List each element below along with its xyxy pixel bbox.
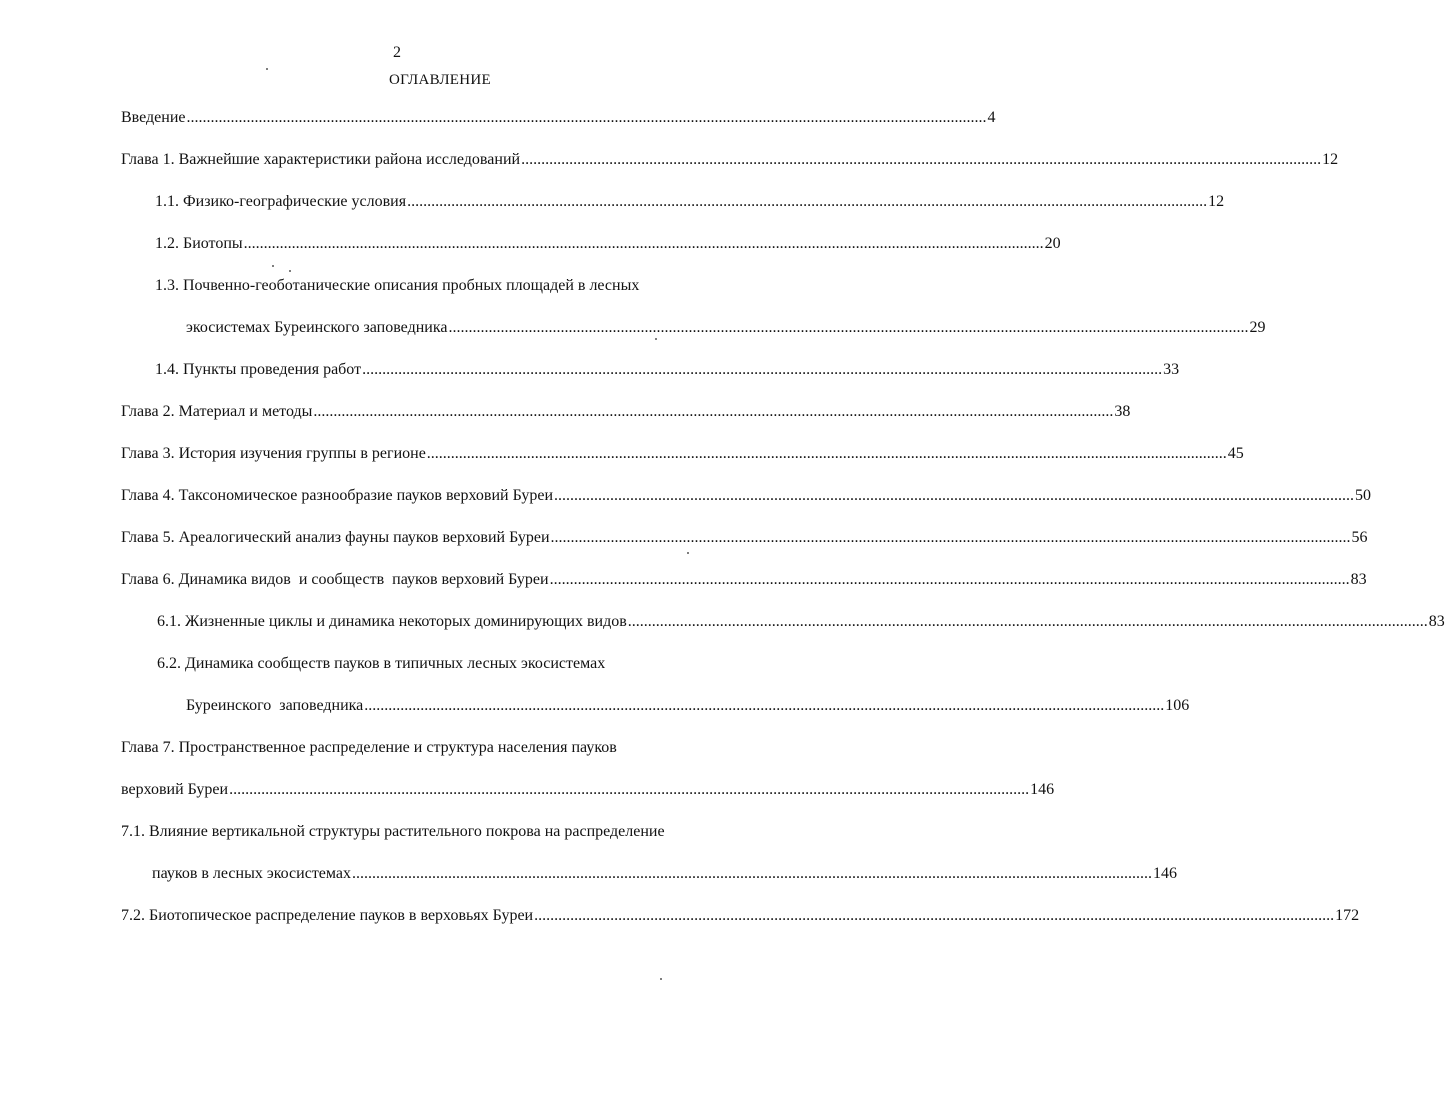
toc-entry-title: Глава 5. Ареалогический анализ фауны пауков верховий Буреи — [121, 529, 550, 546]
toc-entry-title: Буреинского заповедника — [186, 697, 364, 714]
dot-leader: ........................................................................................................................................................................................................ — [534, 907, 1335, 924]
toc-entry-chapter-1[interactable] — [121, 150, 1339, 170]
toc-entry-page: 106 — [1165, 697, 1190, 714]
toc-entry-title: Глава 6. Динамика видов и сообществ пауков верховий Буреи — [121, 571, 549, 588]
dot-leader: ........................................................................................................................................................................................................ — [313, 403, 1114, 420]
dot-leader: ........................................................................................................................................................................................................ — [407, 193, 1208, 210]
toc-entry-title: 1.1. Физико-географические условия — [155, 193, 407, 210]
toc-entry-title: пауков в лесных экосистемах — [152, 865, 352, 882]
dot-leader: ........................................................................................................................................................................................................ — [554, 487, 1355, 504]
dot-leader: ........................................................................................................................................................................................................ — [362, 361, 1163, 378]
dot-leader: ........................................................................................................................................................................................................ — [549, 571, 1350, 588]
scan-speck — [660, 978, 662, 980]
toc-entry-title: 7.2. Биотопическое распределение пауков в верховьях Буреи — [121, 907, 534, 924]
toc-entry-chapter-5[interactable] — [121, 528, 1368, 548]
toc-entry-page: 146 — [1030, 781, 1055, 798]
toc-entry-title: Введение — [121, 109, 186, 126]
toc-entry-title: Глава 4. Таксономическое разнообразие пауков верховий Буреи — [121, 487, 554, 504]
toc-entry-page: 20 — [1044, 235, 1061, 252]
toc-entry-section-7-1-line1[interactable]: 7.1. Влияние вертикальной структуры растительного покрова на распределение — [121, 823, 665, 840]
toc-entry-chapter-7-line1[interactable]: Глава 7. Пространственное распределение и структура населения пауков — [121, 739, 617, 756]
toc-entry-page: 146 — [1153, 865, 1178, 882]
scan-speck — [289, 270, 291, 272]
toc-entry-page: 29 — [1249, 319, 1266, 336]
page-number: 2 — [393, 44, 401, 61]
toc-entry-chapter-6[interactable] — [121, 570, 1367, 590]
toc-entry-page: 83 — [1350, 571, 1367, 588]
toc-entry-section-1-3-line1[interactable]: 1.3. Почвенно-геоботанические описания пробных площадей в лесных — [155, 277, 640, 294]
dot-leader: ........................................................................................................................................................................................................ — [426, 445, 1227, 462]
page-title: ОГЛАВЛЕНИЕ — [389, 72, 491, 88]
dot-leader: ........................................................................................................................................................................................................ — [352, 865, 1153, 882]
toc-entry-section-6-2-line1[interactable]: 6.2. Динамика сообществ пауков в типичных лесных экосистемах — [157, 655, 606, 672]
toc-entry-section-1-4[interactable] — [155, 360, 1180, 380]
toc-entry-chapter-3[interactable] — [121, 444, 1244, 464]
toc-entry-title: 1.4. Пункты проведения работ — [155, 361, 362, 378]
toc-entry-chapter-4[interactable] — [121, 486, 1372, 506]
toc-entry-section-1-3[interactable] — [186, 318, 1266, 338]
toc-entry-chapter-2[interactable] — [121, 402, 1131, 422]
dot-leader: ........................................................................................................................................................................................................ — [550, 529, 1351, 546]
toc-entry-title: экосистемах Буреинского заповедника — [186, 319, 448, 336]
toc-entry-page: 12 — [1208, 193, 1225, 210]
dot-leader: ........................................................................................................................................................................................................ — [627, 613, 1428, 630]
toc-entry-section-7-2[interactable] — [121, 906, 1360, 926]
toc-entry-page: 56 — [1351, 529, 1368, 546]
toc-entry-page: 33 — [1163, 361, 1180, 378]
toc-entry-page: 172 — [1335, 907, 1360, 924]
toc-entry-section-7-1[interactable] — [152, 864, 1178, 884]
scan-speck — [272, 265, 274, 267]
toc-entry-page: 50 — [1355, 487, 1372, 504]
toc-entry-intro[interactable] — [121, 108, 996, 128]
toc-entry-page: 38 — [1114, 403, 1131, 420]
dot-leader: ........................................................................................................................................................................................................ — [229, 781, 1030, 798]
toc-entry-title: 6.1. Жизненные циклы и динамика некоторых доминирующих видов — [157, 613, 627, 630]
toc-entry-title: Глава 2. Материал и методы — [121, 403, 313, 420]
scan-speck — [266, 68, 268, 70]
toc-entry-section-6-2[interactable] — [186, 696, 1190, 716]
scan-speck — [655, 338, 657, 340]
toc-entry-title: Глава 3. История изучения группы в регионе — [121, 445, 426, 462]
toc-entry-chapter-7[interactable] — [121, 780, 1055, 800]
toc-entry-page: 12 — [1322, 151, 1339, 168]
toc-entry-page: 45 — [1227, 445, 1244, 462]
toc-entry-page: 4 — [987, 109, 996, 126]
dot-leader: ........................................................................................................................................................................................................ — [521, 151, 1322, 168]
toc-entry-section-6-1[interactable] — [157, 612, 1445, 632]
toc-entry-section-1-2[interactable] — [155, 234, 1061, 254]
dot-leader: ........................................................................................................................................................................................................ — [186, 109, 987, 126]
toc-entry-title: верховий Буреи — [121, 781, 229, 798]
toc-entry-section-1-1[interactable] — [155, 192, 1225, 212]
scan-speck — [687, 552, 689, 554]
toc-entry-page: 83 — [1428, 613, 1445, 630]
toc-entry-title: Глава 1. Важнейшие характеристики района исследований — [121, 151, 521, 168]
dot-leader: ........................................................................................................................................................................................................ — [243, 235, 1044, 252]
dot-leader: ........................................................................................................................................................................................................ — [364, 697, 1165, 714]
dot-leader: ........................................................................................................................................................................................................ — [448, 319, 1249, 336]
toc-entry-title: 1.2. Биотопы — [155, 235, 243, 252]
